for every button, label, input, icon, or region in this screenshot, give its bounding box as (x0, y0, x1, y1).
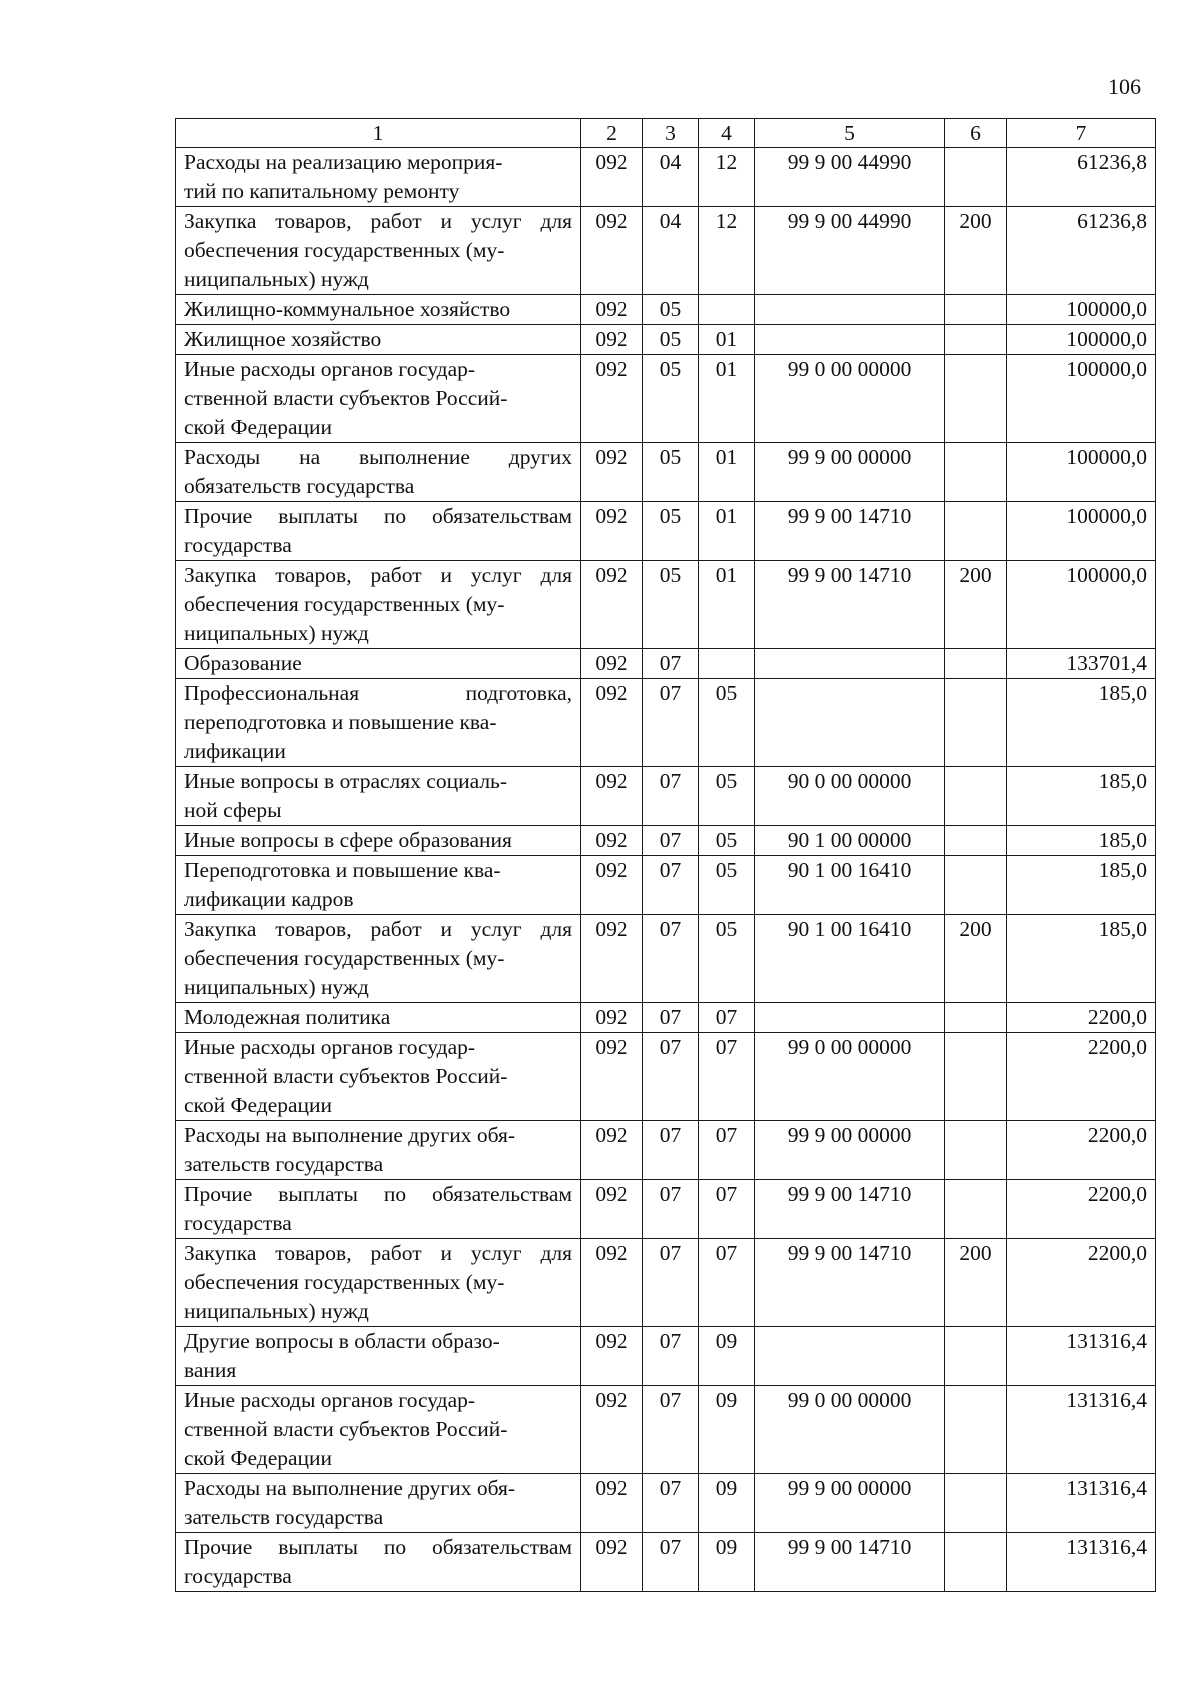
table-row (176, 1121, 1156, 1180)
row-col5-cell: 99 9 00 14710 (755, 1239, 945, 1327)
table-row (176, 295, 1156, 325)
row-col3-cell: 05 (643, 561, 699, 649)
table-row (176, 767, 1156, 826)
table-row (176, 679, 1156, 767)
table-row (176, 355, 1156, 443)
row-col4-cell: 05 (699, 767, 755, 826)
header-row (176, 119, 1156, 148)
row-col4-cell: 01 (699, 443, 755, 502)
column-header-1: 1 (176, 119, 581, 148)
row-amount-cell: 131316,4 (1007, 1533, 1156, 1592)
column-header-2: 2 (581, 119, 643, 148)
row-name-cell: Жилищное хозяйство (176, 325, 581, 355)
row-amount-cell: 2200,0 (1007, 1239, 1156, 1327)
row-col5-cell: 99 9 00 14710 (755, 1180, 945, 1239)
row-col6-cell (945, 1033, 1007, 1121)
row-col6-cell: 200 (945, 207, 1007, 295)
row-amount-cell: 2200,0 (1007, 1121, 1156, 1180)
row-amount-cell: 185,0 (1007, 856, 1156, 915)
row-col4-cell: 05 (699, 856, 755, 915)
row-amount-cell: 100000,0 (1007, 295, 1156, 325)
row-col2-cell: 092 (581, 1033, 643, 1121)
row-col3-cell: 05 (643, 295, 699, 325)
row-col5-cell: 99 9 00 00000 (755, 443, 945, 502)
row-amount-cell: 131316,4 (1007, 1327, 1156, 1386)
row-col2-cell: 092 (581, 355, 643, 443)
row-col6-cell (945, 148, 1007, 207)
row-amount-cell: 100000,0 (1007, 355, 1156, 443)
row-col6-cell (945, 767, 1007, 826)
row-col2-cell: 092 (581, 1386, 643, 1474)
row-amount-cell: 131316,4 (1007, 1474, 1156, 1533)
row-name-cell: Прочие выплаты по обязательствам государства (176, 1180, 581, 1239)
row-col2-cell: 092 (581, 148, 643, 207)
table-row (176, 207, 1156, 295)
row-col5-cell: 99 0 00 00000 (755, 355, 945, 443)
row-amount-cell: 185,0 (1007, 915, 1156, 1003)
row-col2-cell: 092 (581, 325, 643, 355)
column-header-4: 4 (699, 119, 755, 148)
row-name-cell: Иные расходы органов государ- ственной власти субъектов Россий- ской Федерации (176, 1386, 581, 1474)
row-name-cell: Другие вопросы в области образо- вания (176, 1327, 581, 1386)
row-col2-cell: 092 (581, 649, 643, 679)
row-col6-cell (945, 1003, 1007, 1033)
row-col4-cell: 09 (699, 1327, 755, 1386)
row-col2-cell: 092 (581, 679, 643, 767)
row-col5-cell: 99 9 00 00000 (755, 1121, 945, 1180)
row-col2-cell: 092 (581, 767, 643, 826)
row-col3-cell: 07 (643, 915, 699, 1003)
row-col4-cell: 12 (699, 148, 755, 207)
row-name-cell: Расходы на выполнение других обя- зательств государства (176, 1474, 581, 1533)
row-col6-cell (945, 679, 1007, 767)
row-col3-cell: 07 (643, 1180, 699, 1239)
row-name-cell: Расходы на реализацию мероприя- тий по капитальному ремонту (176, 148, 581, 207)
row-name-cell: Иные расходы органов государ- ственной власти субъектов Россий- ской Федерации (176, 355, 581, 443)
column-header-7: 7 (1007, 119, 1156, 148)
row-name-cell: Профессиональная подготовка, переподготовка и повышение ква- лификации (176, 679, 581, 767)
table-row (176, 1474, 1156, 1533)
table-row (176, 1003, 1156, 1033)
row-col6-cell (945, 1121, 1007, 1180)
row-col3-cell: 07 (643, 649, 699, 679)
row-col3-cell: 05 (643, 355, 699, 443)
row-col4-cell: 07 (699, 1121, 755, 1180)
row-col5-cell: 99 9 00 44990 (755, 207, 945, 295)
row-amount-cell: 131316,4 (1007, 1386, 1156, 1474)
row-col3-cell: 07 (643, 1474, 699, 1533)
row-col4-cell: 01 (699, 355, 755, 443)
row-col4-cell: 01 (699, 325, 755, 355)
row-col3-cell: 07 (643, 1239, 699, 1327)
table-row (176, 1239, 1156, 1327)
row-col2-cell: 092 (581, 1180, 643, 1239)
row-col3-cell: 07 (643, 1327, 699, 1386)
table-row (176, 915, 1156, 1003)
row-col6-cell (945, 1327, 1007, 1386)
table-row (176, 1533, 1156, 1592)
row-col2-cell: 092 (581, 1327, 643, 1386)
row-amount-cell: 185,0 (1007, 767, 1156, 826)
row-name-cell: Жилищно-коммунальное хозяйство (176, 295, 581, 325)
row-col2-cell: 092 (581, 915, 643, 1003)
row-col5-cell: 90 1 00 16410 (755, 915, 945, 1003)
row-col5-cell: 90 1 00 00000 (755, 826, 945, 856)
row-amount-cell: 2200,0 (1007, 1003, 1156, 1033)
row-col4-cell: 05 (699, 826, 755, 856)
row-name-cell: Переподготовка и повышение ква- лификации кадров (176, 856, 581, 915)
row-col6-cell (945, 1533, 1007, 1592)
row-amount-cell: 100000,0 (1007, 325, 1156, 355)
row-name-cell: Закупка товаров, работ и услуг для обеспечения государственных (му- ниципальных) нужд (176, 915, 581, 1003)
table-row (176, 649, 1156, 679)
row-col5-cell (755, 649, 945, 679)
row-name-cell: Прочие выплаты по обязательствам государства (176, 502, 581, 561)
row-name-cell: Образование (176, 649, 581, 679)
row-col5-cell (755, 1003, 945, 1033)
row-amount-cell: 185,0 (1007, 826, 1156, 856)
page-number: 106 (1108, 74, 1141, 99)
row-col3-cell: 07 (643, 1533, 699, 1592)
row-col2-cell: 092 (581, 1121, 643, 1180)
table-row (176, 325, 1156, 355)
row-col6-cell: 200 (945, 561, 1007, 649)
row-col2-cell: 092 (581, 856, 643, 915)
table-row (176, 856, 1156, 915)
row-amount-cell: 185,0 (1007, 679, 1156, 767)
row-col6-cell (945, 443, 1007, 502)
row-col3-cell: 07 (643, 1003, 699, 1033)
row-col4-cell (699, 295, 755, 325)
row-col5-cell (755, 295, 945, 325)
row-col4-cell: 09 (699, 1386, 755, 1474)
row-col5-cell: 99 0 00 00000 (755, 1386, 945, 1474)
row-name-cell: Расходы на выполнение других обязательств государства (176, 443, 581, 502)
row-col3-cell: 04 (643, 207, 699, 295)
row-col5-cell (755, 1327, 945, 1386)
row-col3-cell: 07 (643, 826, 699, 856)
row-name-cell: Закупка товаров, работ и услуг для обеспечения государственных (му- ниципальных) нужд (176, 561, 581, 649)
table-body (176, 148, 1156, 1592)
row-col6-cell (945, 649, 1007, 679)
row-name-cell: Иные вопросы в сфере образования (176, 826, 581, 856)
row-amount-cell: 61236,8 (1007, 207, 1156, 295)
row-col4-cell: 01 (699, 561, 755, 649)
row-col6-cell (945, 325, 1007, 355)
budget-table (175, 118, 1156, 1592)
row-col5-cell: 90 1 00 16410 (755, 856, 945, 915)
row-col4-cell: 07 (699, 1033, 755, 1121)
row-col4-cell: 12 (699, 207, 755, 295)
row-col2-cell: 092 (581, 295, 643, 325)
row-col4-cell: 05 (699, 679, 755, 767)
row-col6-cell (945, 856, 1007, 915)
row-amount-cell: 2200,0 (1007, 1033, 1156, 1121)
row-name-cell: Иные расходы органов государ- ственной власти субъектов Россий- ской Федерации (176, 1033, 581, 1121)
row-col2-cell: 092 (581, 1239, 643, 1327)
row-col4-cell: 09 (699, 1533, 755, 1592)
row-col5-cell: 99 9 00 14710 (755, 561, 945, 649)
row-col2-cell: 092 (581, 1003, 643, 1033)
row-amount-cell: 100000,0 (1007, 502, 1156, 561)
row-col5-cell: 90 0 00 00000 (755, 767, 945, 826)
row-name-cell: Прочие выплаты по обязательствам государства (176, 1533, 581, 1592)
row-col2-cell: 092 (581, 826, 643, 856)
row-col5-cell: 99 9 00 44990 (755, 148, 945, 207)
table-row (176, 561, 1156, 649)
row-name-cell: Закупка товаров, работ и услуг для обеспечения государственных (му- ниципальных) нужд (176, 207, 581, 295)
row-col6-cell (945, 1386, 1007, 1474)
row-col2-cell: 092 (581, 207, 643, 295)
row-col4-cell: 05 (699, 915, 755, 1003)
table-row (176, 826, 1156, 856)
row-amount-cell: 133701,4 (1007, 649, 1156, 679)
row-col5-cell: 99 9 00 14710 (755, 502, 945, 561)
row-col3-cell: 07 (643, 1033, 699, 1121)
row-col6-cell: 200 (945, 1239, 1007, 1327)
row-col4-cell: 09 (699, 1474, 755, 1533)
row-col3-cell: 07 (643, 679, 699, 767)
row-col6-cell (945, 355, 1007, 443)
table-row (176, 1180, 1156, 1239)
table-row (176, 1033, 1156, 1121)
row-col6-cell (945, 1180, 1007, 1239)
row-col6-cell (945, 295, 1007, 325)
table-row (176, 443, 1156, 502)
row-col3-cell: 07 (643, 1121, 699, 1180)
row-amount-cell: 100000,0 (1007, 443, 1156, 502)
table-row (176, 1327, 1156, 1386)
row-col4-cell: 07 (699, 1239, 755, 1327)
row-col3-cell: 05 (643, 502, 699, 561)
row-col3-cell: 05 (643, 443, 699, 502)
table-row (176, 148, 1156, 207)
row-name-cell: Молодежная политика (176, 1003, 581, 1033)
row-col4-cell: 07 (699, 1180, 755, 1239)
row-col3-cell: 07 (643, 1386, 699, 1474)
row-col5-cell: 99 9 00 14710 (755, 1533, 945, 1592)
row-col5-cell: 99 0 00 00000 (755, 1033, 945, 1121)
row-name-cell: Закупка товаров, работ и услуг для обеспечения государственных (му- ниципальных) нужд (176, 1239, 581, 1327)
row-col2-cell: 092 (581, 443, 643, 502)
column-header-6: 6 (945, 119, 1007, 148)
row-col3-cell: 07 (643, 856, 699, 915)
row-col5-cell (755, 325, 945, 355)
row-col2-cell: 092 (581, 502, 643, 561)
row-amount-cell: 100000,0 (1007, 561, 1156, 649)
row-name-cell: Иные вопросы в отраслях социаль- ной сферы (176, 767, 581, 826)
row-col3-cell: 05 (643, 325, 699, 355)
row-col2-cell: 092 (581, 561, 643, 649)
row-col3-cell: 04 (643, 148, 699, 207)
row-col4-cell: 07 (699, 1003, 755, 1033)
row-amount-cell: 2200,0 (1007, 1180, 1156, 1239)
row-col3-cell: 07 (643, 767, 699, 826)
row-col5-cell (755, 679, 945, 767)
row-col6-cell: 200 (945, 915, 1007, 1003)
table-row (176, 1386, 1156, 1474)
row-col5-cell: 99 9 00 00000 (755, 1474, 945, 1533)
row-col2-cell: 092 (581, 1474, 643, 1533)
row-name-cell: Расходы на выполнение других обя- зательств государства (176, 1121, 581, 1180)
column-header-3: 3 (643, 119, 699, 148)
row-col6-cell (945, 502, 1007, 561)
row-col6-cell (945, 826, 1007, 856)
column-header-5: 5 (755, 119, 945, 148)
row-amount-cell: 61236,8 (1007, 148, 1156, 207)
row-col6-cell (945, 1474, 1007, 1533)
row-col2-cell: 092 (581, 1533, 643, 1592)
row-col4-cell (699, 649, 755, 679)
table-row (176, 502, 1156, 561)
row-col4-cell: 01 (699, 502, 755, 561)
